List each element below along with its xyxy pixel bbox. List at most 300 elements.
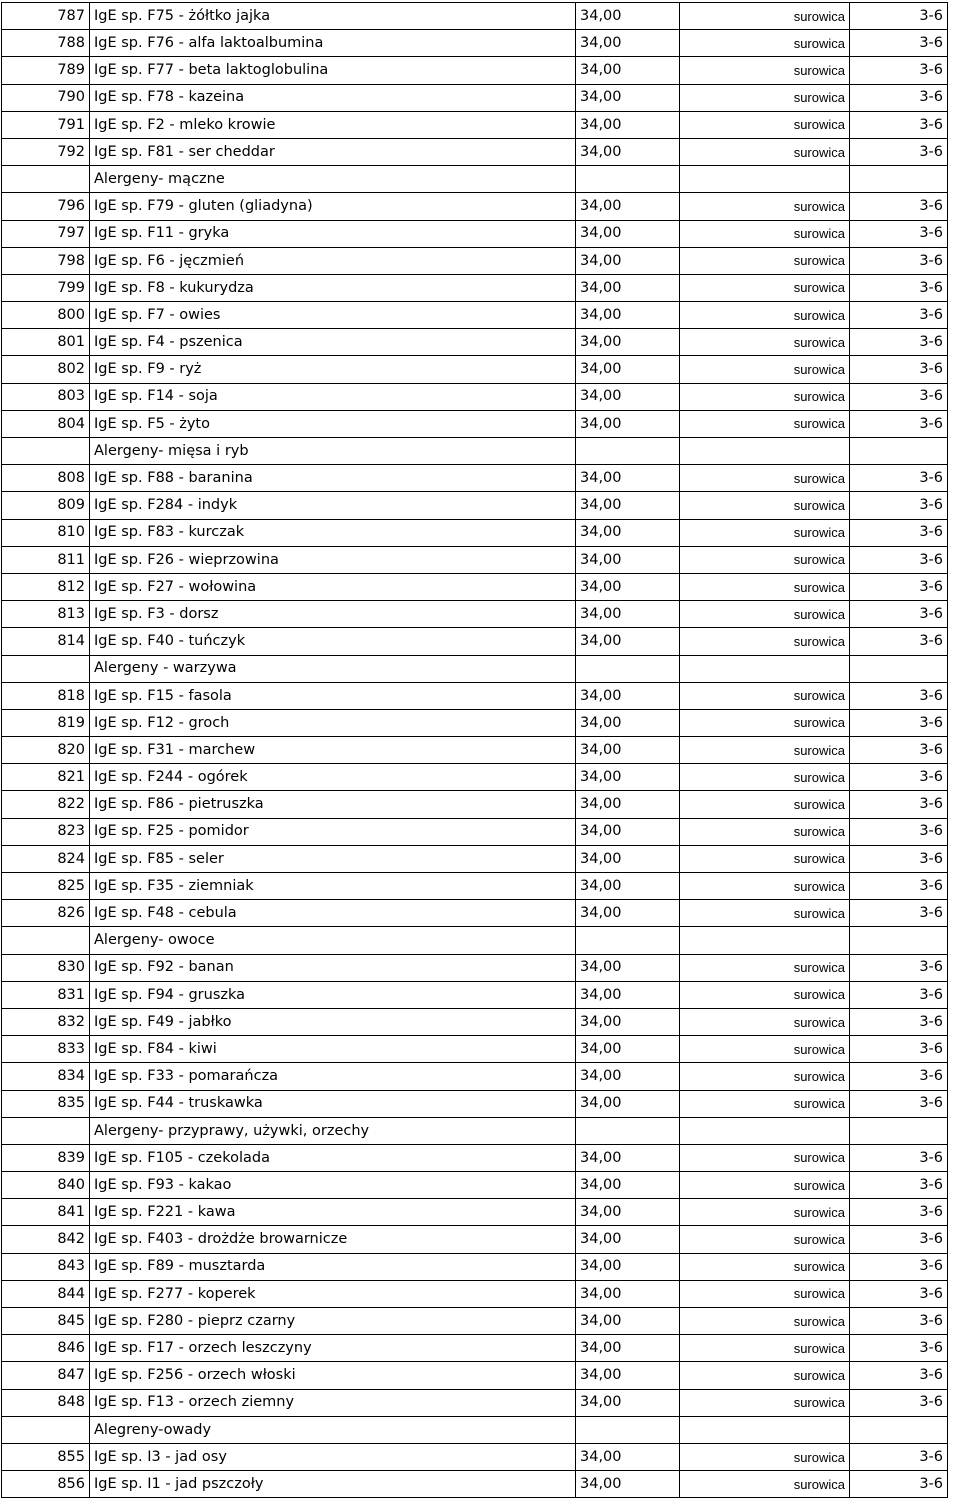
price-cell: 34,00	[576, 1063, 680, 1090]
turnaround-cell	[850, 1117, 948, 1144]
turnaround-cell: 3-6	[850, 138, 948, 165]
material-cell: surowica	[680, 1036, 850, 1063]
price-cell: 34,00	[576, 791, 680, 818]
table-row	[2, 873, 948, 900]
table-row	[2, 111, 948, 138]
test-name-cell: IgE sp. F75 - żółtko jajka	[90, 3, 576, 30]
material-cell: surowica	[680, 302, 850, 329]
table-row	[2, 1389, 948, 1416]
material-cell: surowica	[680, 1090, 850, 1117]
row-number-cell: 788	[2, 30, 90, 57]
turnaround-cell: 3-6	[850, 1144, 948, 1171]
turnaround-cell: 3-6	[850, 1280, 948, 1307]
row-number-cell: 804	[2, 410, 90, 437]
table-row	[2, 709, 948, 736]
material-cell: surowica	[680, 628, 850, 655]
price-cell: 34,00	[576, 1335, 680, 1362]
row-number-cell: 809	[2, 492, 90, 519]
test-name-cell: IgE sp. F85 - seler	[90, 845, 576, 872]
price-cell: 34,00	[576, 356, 680, 383]
material-cell	[680, 927, 850, 954]
price-cell: 34,00	[576, 1036, 680, 1063]
row-number-cell: 808	[2, 465, 90, 492]
test-name-cell: IgE sp. F83 - kurczak	[90, 519, 576, 546]
table-row	[2, 138, 948, 165]
table-row	[2, 682, 948, 709]
table-row	[2, 1280, 948, 1307]
price-cell: 34,00	[576, 764, 680, 791]
price-cell	[576, 927, 680, 954]
test-name-cell: IgE sp. F12 - groch	[90, 709, 576, 736]
table-row	[2, 84, 948, 111]
turnaround-cell: 3-6	[850, 519, 948, 546]
test-name-cell: IgE sp. F5 - żyto	[90, 410, 576, 437]
test-name-cell: IgE sp. F25 - pomidor	[90, 818, 576, 845]
turnaround-cell: 3-6	[850, 1199, 948, 1226]
material-cell: surowica	[680, 410, 850, 437]
table-row	[2, 302, 948, 329]
row-number-cell: 834	[2, 1063, 90, 1090]
row-number-cell: 810	[2, 519, 90, 546]
test-name-cell: IgE sp. F244 - ogórek	[90, 764, 576, 791]
price-list-table	[1, 2, 948, 1498]
price-cell: 34,00	[576, 383, 680, 410]
row-number-cell: 792	[2, 138, 90, 165]
material-cell: surowica	[680, 709, 850, 736]
table-row	[2, 1090, 948, 1117]
turnaround-cell: 3-6	[850, 1172, 948, 1199]
price-cell	[576, 438, 680, 465]
category-header-row	[2, 655, 948, 682]
material-cell: surowica	[680, 981, 850, 1008]
price-cell: 34,00	[576, 1308, 680, 1335]
price-cell: 34,00	[576, 1172, 680, 1199]
category-title: Alegreny-owady	[90, 1416, 576, 1443]
turnaround-cell: 3-6	[850, 247, 948, 274]
turnaround-cell: 3-6	[850, 601, 948, 628]
material-cell: surowica	[680, 329, 850, 356]
material-cell: surowica	[680, 30, 850, 57]
row-number-cell: 790	[2, 84, 90, 111]
test-name-cell: IgE sp. F35 - ziemniak	[90, 873, 576, 900]
test-name-cell: IgE sp. I1 - jad pszczoły	[90, 1471, 576, 1498]
row-number-cell	[2, 166, 90, 193]
material-cell: surowica	[680, 900, 850, 927]
table-row	[2, 1362, 948, 1389]
row-number-cell: 823	[2, 818, 90, 845]
test-name-cell: IgE sp. F84 - kiwi	[90, 1036, 576, 1063]
turnaround-cell: 3-6	[850, 1443, 948, 1470]
table-row	[2, 274, 948, 301]
turnaround-cell: 3-6	[850, 845, 948, 872]
turnaround-cell: 3-6	[850, 383, 948, 410]
table-row	[2, 1226, 948, 1253]
turnaround-cell: 3-6	[850, 981, 948, 1008]
material-cell: surowica	[680, 84, 850, 111]
test-name-cell: IgE sp. F49 - jabłko	[90, 1008, 576, 1035]
price-cell: 34,00	[576, 111, 680, 138]
material-cell	[680, 1117, 850, 1144]
row-number-cell: 845	[2, 1308, 90, 1335]
table-row	[2, 628, 948, 655]
turnaround-cell: 3-6	[850, 737, 948, 764]
price-cell	[576, 655, 680, 682]
row-number-cell: 803	[2, 383, 90, 410]
material-cell: surowica	[680, 1253, 850, 1280]
row-number-cell: 798	[2, 247, 90, 274]
material-cell: surowica	[680, 492, 850, 519]
material-cell: surowica	[680, 519, 850, 546]
material-cell: surowica	[680, 601, 850, 628]
row-number-cell: 801	[2, 329, 90, 356]
row-number-cell: 814	[2, 628, 90, 655]
turnaround-cell: 3-6	[850, 1063, 948, 1090]
table-row	[2, 845, 948, 872]
turnaround-cell: 3-6	[850, 84, 948, 111]
row-number-cell: 822	[2, 791, 90, 818]
price-cell: 34,00	[576, 274, 680, 301]
test-name-cell: IgE sp. F33 - pomarańcza	[90, 1063, 576, 1090]
category-title: Alergeny- przyprawy, używki, orzechy	[90, 1117, 576, 1144]
turnaround-cell: 3-6	[850, 546, 948, 573]
test-name-cell: IgE sp. F6 - jęczmień	[90, 247, 576, 274]
table-row	[2, 57, 948, 84]
turnaround-cell: 3-6	[850, 3, 948, 30]
material-cell: surowica	[680, 193, 850, 220]
material-cell	[680, 1416, 850, 1443]
price-cell: 34,00	[576, 709, 680, 736]
table-row	[2, 1443, 948, 1470]
turnaround-cell: 3-6	[850, 682, 948, 709]
row-number-cell: 796	[2, 193, 90, 220]
row-number-cell: 839	[2, 1144, 90, 1171]
material-cell: surowica	[680, 1362, 850, 1389]
table-row	[2, 981, 948, 1008]
material-cell: surowica	[680, 356, 850, 383]
test-name-cell: IgE sp. F14 - soja	[90, 383, 576, 410]
turnaround-cell	[850, 655, 948, 682]
material-cell: surowica	[680, 845, 850, 872]
table-row	[2, 546, 948, 573]
turnaround-cell: 3-6	[850, 302, 948, 329]
category-header-row	[2, 166, 948, 193]
row-number-cell: 846	[2, 1335, 90, 1362]
row-number-cell: 848	[2, 1389, 90, 1416]
row-number-cell: 821	[2, 764, 90, 791]
table-row	[2, 383, 948, 410]
row-number-cell: 840	[2, 1172, 90, 1199]
row-number-cell: 797	[2, 220, 90, 247]
material-cell: surowica	[680, 3, 850, 30]
price-cell: 34,00	[576, 737, 680, 764]
table-row	[2, 1036, 948, 1063]
turnaround-cell: 3-6	[850, 30, 948, 57]
price-cell: 34,00	[576, 30, 680, 57]
turnaround-cell: 3-6	[850, 954, 948, 981]
row-number-cell: 856	[2, 1471, 90, 1498]
price-cell: 34,00	[576, 519, 680, 546]
test-name-cell: IgE sp. F280 - pieprz czarny	[90, 1308, 576, 1335]
row-number-cell: 832	[2, 1008, 90, 1035]
test-name-cell: IgE sp. F92 - banan	[90, 954, 576, 981]
material-cell: surowica	[680, 383, 850, 410]
table-row	[2, 465, 948, 492]
price-cell: 34,00	[576, 302, 680, 329]
test-name-cell: IgE sp. F88 - baranina	[90, 465, 576, 492]
turnaround-cell: 3-6	[850, 329, 948, 356]
price-cell: 34,00	[576, 954, 680, 981]
price-cell: 34,00	[576, 247, 680, 274]
turnaround-cell: 3-6	[850, 111, 948, 138]
turnaround-cell	[850, 1416, 948, 1443]
turnaround-cell: 3-6	[850, 492, 948, 519]
row-number-cell	[2, 1117, 90, 1144]
category-header-row	[2, 927, 948, 954]
row-number-cell: 825	[2, 873, 90, 900]
row-number-cell: 841	[2, 1199, 90, 1226]
turnaround-cell: 3-6	[850, 628, 948, 655]
table-row	[2, 247, 948, 274]
price-cell: 34,00	[576, 1226, 680, 1253]
turnaround-cell: 3-6	[850, 873, 948, 900]
material-cell	[680, 438, 850, 465]
test-name-cell: IgE sp. F89 - musztarda	[90, 1253, 576, 1280]
row-number-cell: 831	[2, 981, 90, 1008]
material-cell: surowica	[680, 546, 850, 573]
turnaround-cell: 3-6	[850, 410, 948, 437]
test-name-cell: IgE sp. F8 - kukurydza	[90, 274, 576, 301]
price-cell: 34,00	[576, 410, 680, 437]
table-row	[2, 3, 948, 30]
table-row	[2, 737, 948, 764]
material-cell: surowica	[680, 954, 850, 981]
price-cell: 34,00	[576, 84, 680, 111]
table-row	[2, 1008, 948, 1035]
test-name-cell: IgE sp. F27 - wołowina	[90, 573, 576, 600]
row-number-cell: 787	[2, 3, 90, 30]
test-name-cell: IgE sp. I3 - jad osy	[90, 1443, 576, 1470]
price-cell: 34,00	[576, 138, 680, 165]
turnaround-cell: 3-6	[850, 356, 948, 383]
test-name-cell: IgE sp. F26 - wieprzowina	[90, 546, 576, 573]
row-number-cell: 800	[2, 302, 90, 329]
material-cell: surowica	[680, 764, 850, 791]
row-number-cell: 811	[2, 546, 90, 573]
test-name-cell: IgE sp. F4 - pszenica	[90, 329, 576, 356]
material-cell: surowica	[680, 220, 850, 247]
row-number-cell	[2, 1416, 90, 1443]
test-name-cell: IgE sp. F403 - drożdże browarnicze	[90, 1226, 576, 1253]
row-number-cell: 847	[2, 1362, 90, 1389]
test-name-cell: IgE sp. F79 - gluten (gliadyna)	[90, 193, 576, 220]
category-title: Alergeny- mięsa i ryb	[90, 438, 576, 465]
test-name-cell: IgE sp. F7 - owies	[90, 302, 576, 329]
price-cell: 34,00	[576, 546, 680, 573]
test-name-cell: IgE sp. F48 - cebula	[90, 900, 576, 927]
material-cell: surowica	[680, 138, 850, 165]
material-cell: surowica	[680, 1063, 850, 1090]
price-cell	[576, 1117, 680, 1144]
row-number-cell: 789	[2, 57, 90, 84]
price-cell: 34,00	[576, 1253, 680, 1280]
price-cell: 34,00	[576, 1362, 680, 1389]
turnaround-cell: 3-6	[850, 1090, 948, 1117]
category-header-row	[2, 1117, 948, 1144]
row-number-cell: 833	[2, 1036, 90, 1063]
material-cell: surowica	[680, 465, 850, 492]
material-cell: surowica	[680, 1172, 850, 1199]
test-name-cell: IgE sp. F277 - koperek	[90, 1280, 576, 1307]
material-cell: surowica	[680, 1226, 850, 1253]
turnaround-cell: 3-6	[850, 193, 948, 220]
material-cell: surowica	[680, 111, 850, 138]
price-cell: 34,00	[576, 573, 680, 600]
material-cell: surowica	[680, 737, 850, 764]
table-row	[2, 1253, 948, 1280]
table-row	[2, 193, 948, 220]
price-cell	[576, 166, 680, 193]
table-row	[2, 900, 948, 927]
turnaround-cell	[850, 166, 948, 193]
material-cell: surowica	[680, 1335, 850, 1362]
category-title: Alergeny - warzywa	[90, 655, 576, 682]
test-name-cell: IgE sp. F3 - dorsz	[90, 601, 576, 628]
test-name-cell: IgE sp. F9 - ryż	[90, 356, 576, 383]
material-cell: surowica	[680, 682, 850, 709]
row-number-cell: 830	[2, 954, 90, 981]
table-row	[2, 410, 948, 437]
row-number-cell: 791	[2, 111, 90, 138]
table-row	[2, 1172, 948, 1199]
table-row	[2, 1308, 948, 1335]
material-cell: surowica	[680, 1008, 850, 1035]
price-cell: 34,00	[576, 329, 680, 356]
turnaround-cell: 3-6	[850, 465, 948, 492]
test-name-cell: IgE sp. F93 - kakao	[90, 1172, 576, 1199]
test-name-cell: IgE sp. F31 - marchew	[90, 737, 576, 764]
material-cell: surowica	[680, 1471, 850, 1498]
table-row	[2, 329, 948, 356]
row-number-cell	[2, 438, 90, 465]
row-number-cell: 820	[2, 737, 90, 764]
category-title: Alergeny- mączne	[90, 166, 576, 193]
test-name-cell: IgE sp. F81 - ser cheddar	[90, 138, 576, 165]
row-number-cell: 842	[2, 1226, 90, 1253]
price-cell: 34,00	[576, 3, 680, 30]
price-cell: 34,00	[576, 873, 680, 900]
price-cell: 34,00	[576, 981, 680, 1008]
price-cell: 34,00	[576, 1008, 680, 1035]
price-cell: 34,00	[576, 818, 680, 845]
row-number-cell: 812	[2, 573, 90, 600]
row-number-cell: 802	[2, 356, 90, 383]
row-number-cell: 813	[2, 601, 90, 628]
test-name-cell: IgE sp. F15 - fasola	[90, 682, 576, 709]
price-cell	[576, 1416, 680, 1443]
turnaround-cell: 3-6	[850, 1335, 948, 1362]
row-number-cell: 843	[2, 1253, 90, 1280]
test-name-cell: IgE sp. F77 - beta laktoglobulina	[90, 57, 576, 84]
row-number-cell	[2, 655, 90, 682]
table-row	[2, 601, 948, 628]
table-row	[2, 818, 948, 845]
row-number-cell: 824	[2, 845, 90, 872]
price-cell: 34,00	[576, 845, 680, 872]
table-row	[2, 1471, 948, 1498]
test-name-cell: IgE sp. F284 - indyk	[90, 492, 576, 519]
table-row	[2, 1063, 948, 1090]
price-cell: 34,00	[576, 1144, 680, 1171]
price-cell: 34,00	[576, 682, 680, 709]
table-row	[2, 30, 948, 57]
test-name-cell: IgE sp. F13 - orzech ziemny	[90, 1389, 576, 1416]
price-cell: 34,00	[576, 465, 680, 492]
turnaround-cell: 3-6	[850, 1308, 948, 1335]
row-number-cell: 855	[2, 1443, 90, 1470]
row-number-cell	[2, 927, 90, 954]
material-cell: surowica	[680, 247, 850, 274]
price-cell: 34,00	[576, 1389, 680, 1416]
turnaround-cell: 3-6	[850, 791, 948, 818]
price-list-body	[2, 3, 948, 1498]
turnaround-cell: 3-6	[850, 1362, 948, 1389]
material-cell: surowica	[680, 873, 850, 900]
price-cell: 34,00	[576, 1090, 680, 1117]
table-row	[2, 1144, 948, 1171]
table-row	[2, 573, 948, 600]
turnaround-cell: 3-6	[850, 818, 948, 845]
price-cell: 34,00	[576, 57, 680, 84]
table-row	[2, 220, 948, 247]
material-cell: surowica	[680, 573, 850, 600]
table-row	[2, 356, 948, 383]
turnaround-cell: 3-6	[850, 764, 948, 791]
turnaround-cell: 3-6	[850, 1008, 948, 1035]
price-cell: 34,00	[576, 1199, 680, 1226]
row-number-cell: 844	[2, 1280, 90, 1307]
price-cell: 34,00	[576, 900, 680, 927]
price-cell: 34,00	[576, 1471, 680, 1498]
row-number-cell: 819	[2, 709, 90, 736]
material-cell: surowica	[680, 1199, 850, 1226]
turnaround-cell: 3-6	[850, 274, 948, 301]
test-name-cell: IgE sp. F221 - kawa	[90, 1199, 576, 1226]
material-cell: surowica	[680, 274, 850, 301]
test-name-cell: IgE sp. F86 - pietruszka	[90, 791, 576, 818]
material-cell: surowica	[680, 1280, 850, 1307]
table-row	[2, 1335, 948, 1362]
turnaround-cell: 3-6	[850, 1253, 948, 1280]
price-cell: 34,00	[576, 492, 680, 519]
turnaround-cell: 3-6	[850, 709, 948, 736]
table-row	[2, 791, 948, 818]
turnaround-cell: 3-6	[850, 900, 948, 927]
table-row	[2, 954, 948, 981]
turnaround-cell: 3-6	[850, 57, 948, 84]
row-number-cell: 799	[2, 274, 90, 301]
test-name-cell: IgE sp. F40 - tuńczyk	[90, 628, 576, 655]
price-cell: 34,00	[576, 1443, 680, 1470]
test-name-cell: IgE sp. F44 - truskawka	[90, 1090, 576, 1117]
material-cell: surowica	[680, 818, 850, 845]
table-row	[2, 1199, 948, 1226]
category-header-row	[2, 438, 948, 465]
turnaround-cell	[850, 438, 948, 465]
row-number-cell: 818	[2, 682, 90, 709]
category-title: Alergeny- owoce	[90, 927, 576, 954]
turnaround-cell: 3-6	[850, 220, 948, 247]
test-name-cell: IgE sp. F76 - alfa laktoalbumina	[90, 30, 576, 57]
